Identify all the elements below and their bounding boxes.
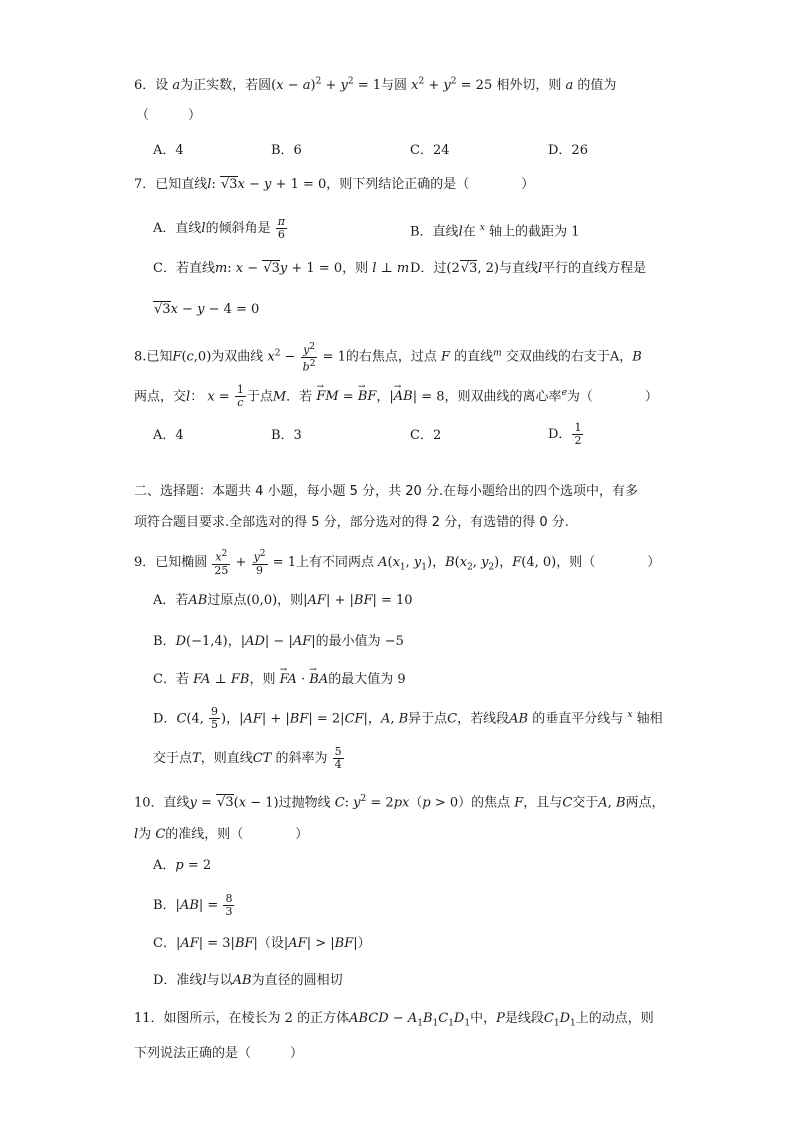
q8-option-b: B．3 [271, 428, 302, 443]
q6-stem [134, 72, 616, 96]
q10-option-a: A．p = 2 [153, 858, 212, 873]
q10-option-c: C．|AF| = 3|BF|（设|AF| > |BF|） [153, 936, 371, 951]
q8-stem-line1: 8.已知F(c,0)为双曲线 $x^2$ − $\frac{y^2}{b^2}$ = 1的右焦点，过点 F 的直线$^m$ 交双曲线的右支于A，B [134, 342, 642, 374]
section2-line1: 二、选择题：本题共 4 小题，每小题 5 分，共 20 分.在每小题给出的四个选项中，有多 [134, 484, 639, 499]
q7-option-c: C．若直线m: x − √3y + 1 = 0，则 l ⊥ m [153, 261, 410, 276]
q8-stem-line2: 两点，交l： x = $\frac{1}{c}$ 于点M．若 → FM = → BF，|→ AB| = 8，则双曲线的离心率$^e$为（ ） [134, 383, 658, 409]
q7-option-a: A．直线l的倾斜角是 $\frac{\pi}{6}$ [153, 215, 285, 241]
q11-stem-line2: 下列说法正确的是（ ） [134, 1046, 304, 1061]
q6-stem-text: 6．设 a为正实数，若圆$(x - a)^2 + y^2 = 1$与圆 $x^2 + y^2 = 25$ 相外切，则 a 的值为 [134, 77, 617, 94]
q9-option-b: B．D(−1,4)，|AD| − |AF|的最小值为 −5 [153, 634, 404, 649]
q11-stem-line1: 11．如图所示，在棱长为 2 的正方体ABCD − $A_1B_1C_1D_1$中，P是线段$C_1D_1$上的动点，则 [134, 1011, 654, 1029]
q9-option-d-line2: 交于点T，则直线CT 的斜率为 $\frac{5}{4}$ [153, 745, 342, 771]
q9-option-d-line1: D．C(4, $\frac{9}{5}$ )，|AF| + |BF| = 2|CF|，A, B异于点C，若线段AB 的垂直平分线与 $^x$ 轴相 [153, 705, 663, 732]
q10-option-b: B．|AB| = $\frac{8}{3}$ [153, 892, 233, 918]
q7-stem: 7．已知直线l: √3x − y + 1 = 0，则下列结论正确的是（ ） [134, 177, 535, 192]
q7-option-b: B．直线l在 $^x$ 轴上的截距为 1 [410, 223, 580, 240]
q7-option-d-cont: √3x − y − 4 = 0 [154, 302, 260, 317]
q6-option-c: C．24 [410, 143, 450, 158]
q8-option-c: C．2 [410, 428, 442, 443]
q9-option-c: C．若 FA ⊥ FB，则 → FA · → BA的最大值为 9 [153, 670, 406, 690]
q10-stem-line1: 10．直线y = √3(x − 1)过抛物线 C: $y^2 = 2px(p > 0)$的焦点 F，且与C交于A, B两点， [134, 794, 665, 811]
section2-line2: 项符合题目要求.全部选对的得 5 分，部分选对的得 2 分，有选错的得 0 分. [134, 515, 569, 530]
q10-option-d: D．准线l与以AB为直径的圆相切 [153, 973, 343, 988]
q9-option-a: A．若AB过原点(0,0)，则|AF| + |BF| = 10 [153, 593, 413, 608]
q7-option-d: D．过(2√3, 2)与直线l平行的直线方程是 [410, 261, 647, 276]
q6-option-b: B．6 [271, 143, 302, 158]
q10-stem-line2: l为 C的准线，则（ ） [134, 827, 309, 842]
q6-option-d: D．26 [548, 143, 588, 158]
q9-stem: 9．已知椭圆 $\frac{x^2}{25}$ + $\frac{y^2}{9}$ = 1上有不同两点 $A(x_1$, $y_1$)，$B(x_2$, $y_2$)，F(4, 0)，则（ ） [134, 549, 661, 577]
q8-option-a: A．4 [153, 428, 184, 443]
q8-option-d: D． $\frac{1}{2}$ [548, 421, 582, 447]
q6-paren: （ ） [136, 108, 202, 123]
q6-option-a: A．4 [153, 143, 184, 158]
